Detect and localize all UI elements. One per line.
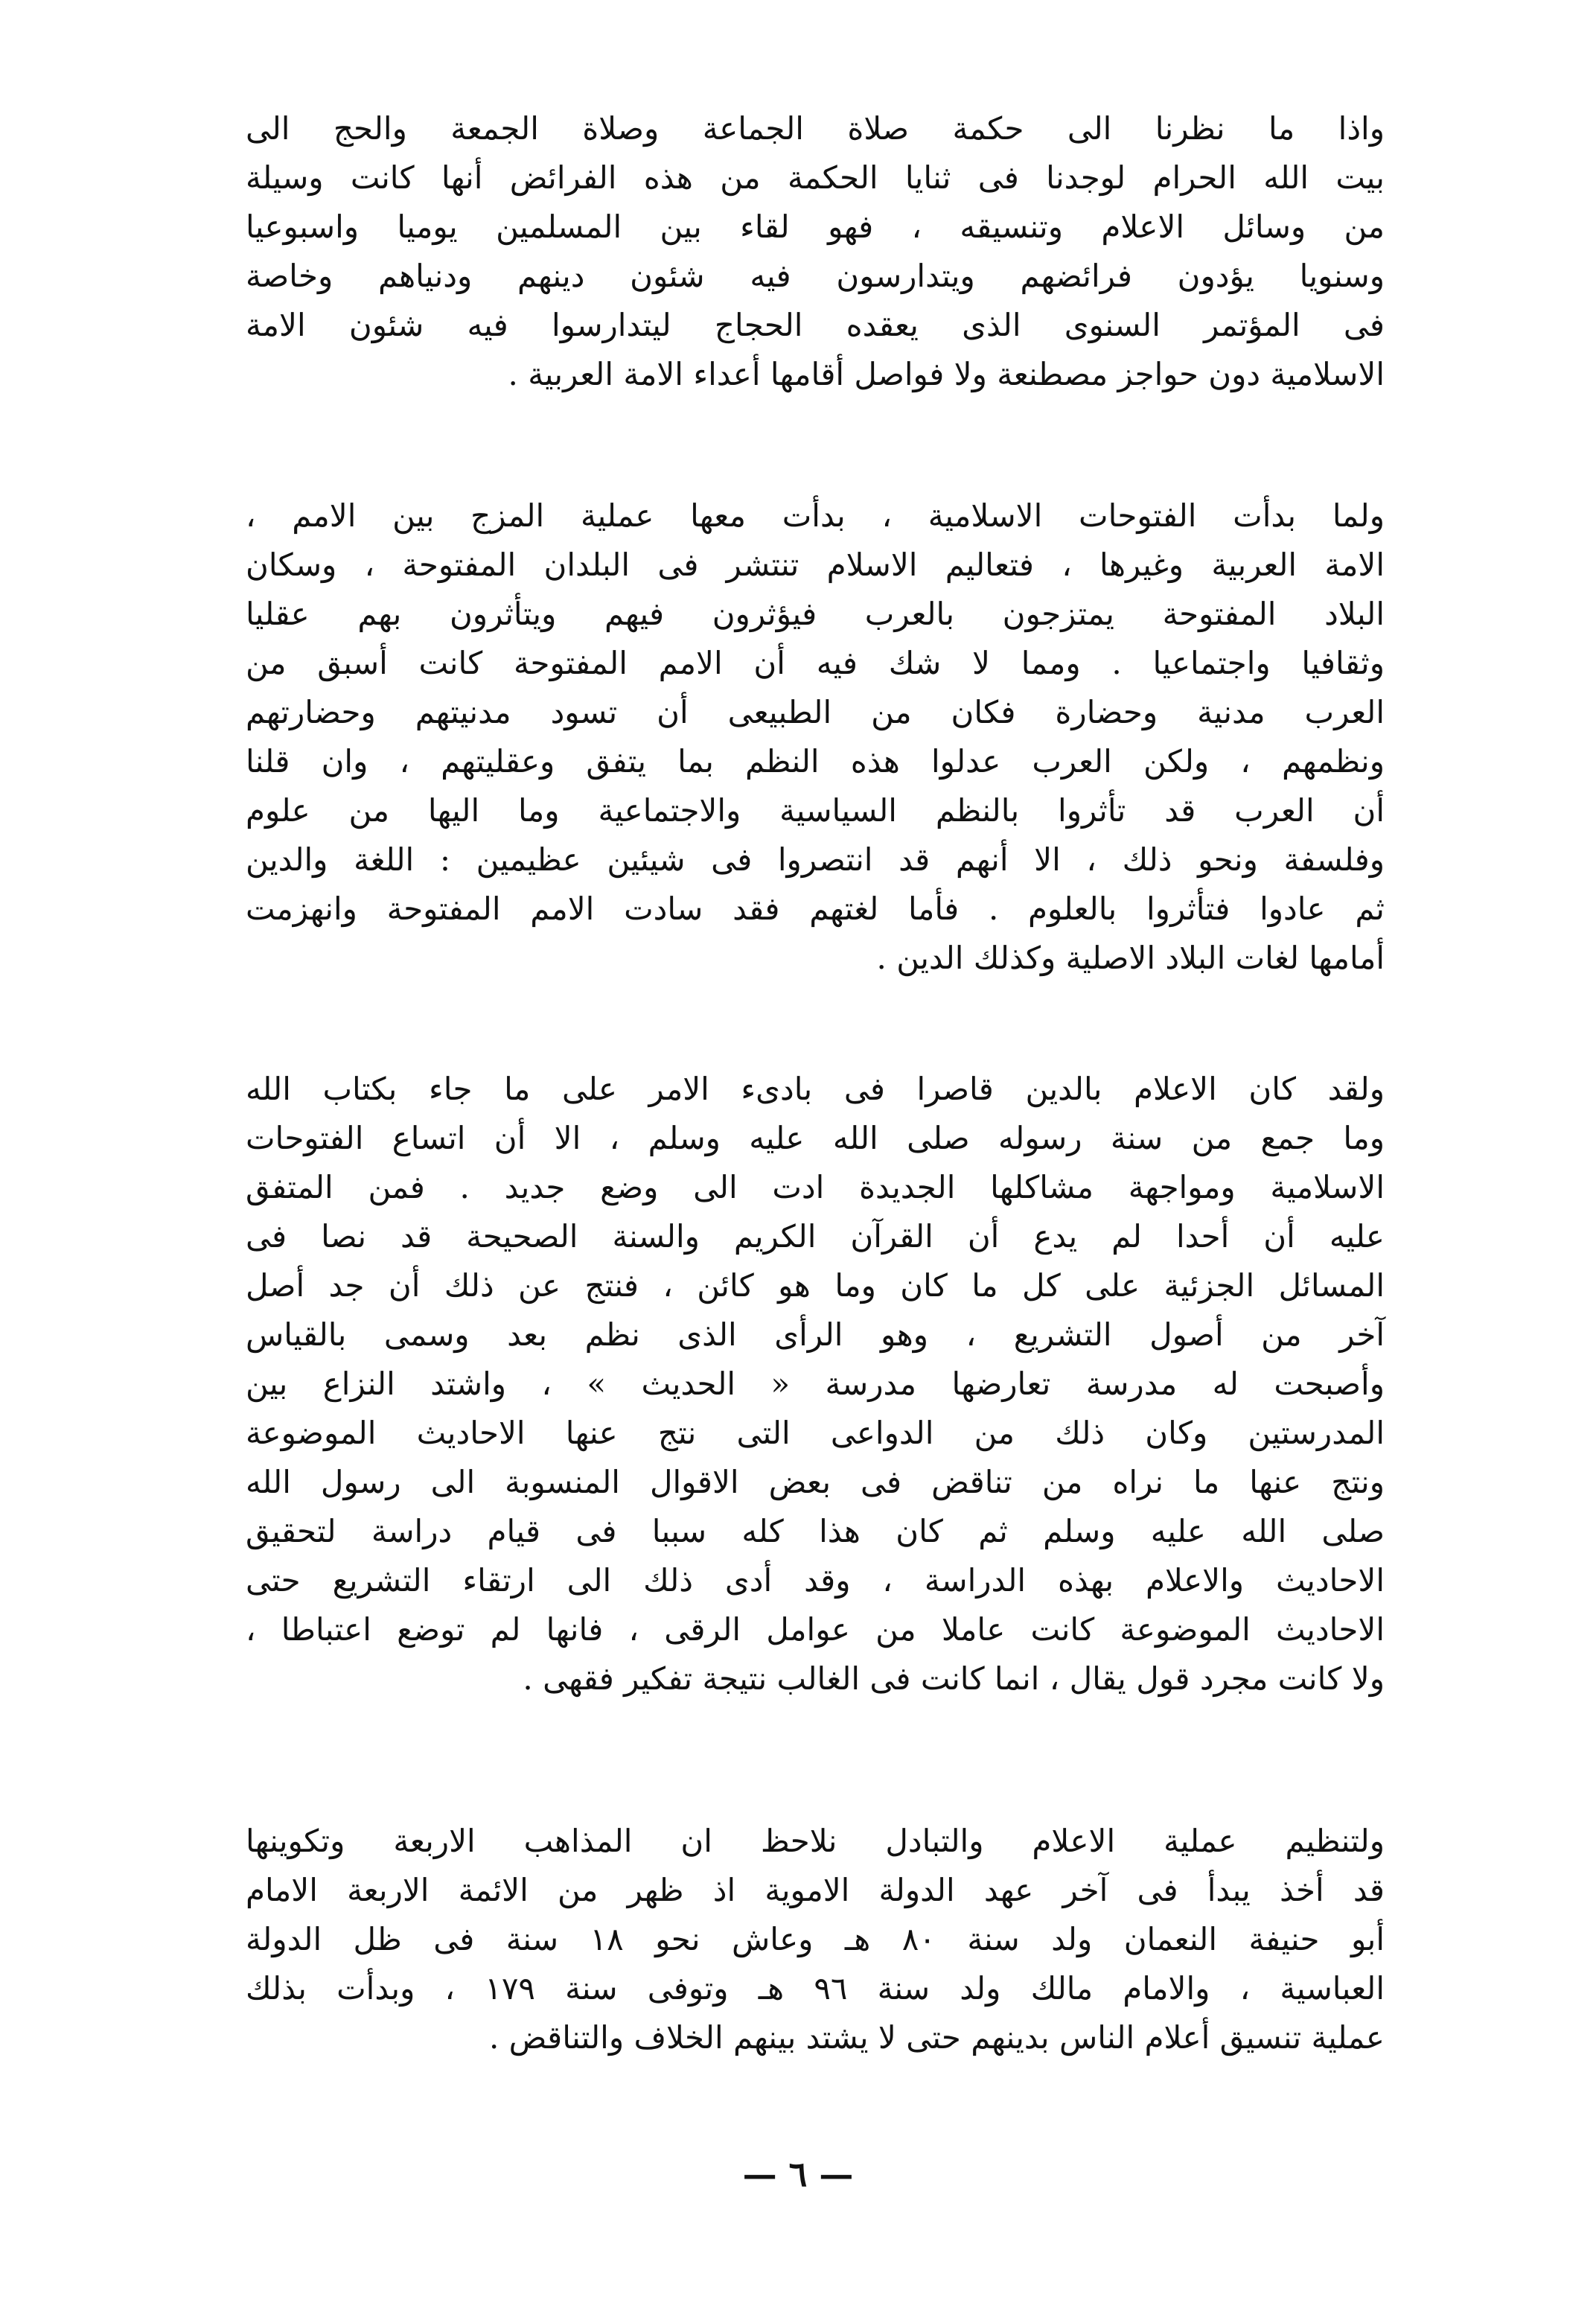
paragraph-4-line-4: العباسية ، والامام مالك ولد سنة ٩٦ هـ وتوفى سنة ١٧٩ ، وبدأت بذلك (246, 1970, 1385, 2007)
paragraph-2-line-1: ولما بدأت الفتوحات الاسلامية ، بدأت معها عملية المزج بين الامم ، (246, 497, 1385, 534)
paragraph-1-line-3: من وسائل الاعلام وتنسيقه ، فهو لقاء بين المسلمين يوميا واسبوعيا (246, 208, 1385, 245)
paragraph-2-line-3: البلاد المفتوحة يمتزجون بالعرب فيؤثرون فيهم ويتأثرون بهم عقليا (246, 596, 1385, 632)
paragraph-1-line-1: واذا ما نظرنا الى حكمة صلاة الجماعة وصلاة الجمعة والحج الى (246, 110, 1385, 147)
paragraph-3-line-11: الاحاديث والاعلام بهذه الدراسة ، وقد أدى ذلك الى ارتقاء التشريع حتى (246, 1562, 1385, 1599)
paragraph-1-line-2: بيت الله الحرام لوجدنا فى ثنايا الحكمة من هذه الفرائض أنها كانت وسيلة (246, 159, 1385, 196)
paragraph-3-line-3: الاسلامية ومواجهة مشاكلها الجديدة ادت الى وضع جديد . فمن المتفق (246, 1169, 1385, 1205)
paragraph-3-line-4: عليه أن أحدا لم يدع أن القرآن الكريم والسنة الصحيحة قد نصا فى (246, 1218, 1385, 1255)
paragraph-1-line-6: الاسلامية دون حواجز مصطنعة ولا فواصل أقامها أعداء الامة العربية . (508, 356, 1385, 392)
paragraph-3-line-13: ولا كانت مجرد قول يقال ، انما كانت فى الغالب نتيجة تفكير فقهى . (523, 1660, 1385, 1697)
paragraph-3-line-8: المدرستين وكان ذلك من الدواعى التى نتج عنها الاحاديث الموضوعة (246, 1415, 1385, 1451)
paragraph-3-line-12: الاحاديث الموضوعة كانت عاملا من عوامل الرقى ، فانها لم توضع اعتباطا ، (246, 1611, 1385, 1648)
paragraph-3-line-1: ولقد كان الاعلام بالدين قاصرا فى بادىء الامر على ما جاء بكتاب الله (246, 1071, 1385, 1107)
paragraph-2-line-10: أمامها لغات البلاد الاصلية وكذلك الدين . (876, 940, 1385, 976)
paragraph-1 (246, 104, 1385, 399)
paragraph-3-line-6: آخر من أصول التشريع ، وهو الرأى الذى نظم بعد وسمى بالقياس (246, 1316, 1385, 1353)
paragraph-2-line-9: ثم عادوا فتأثروا بالعلوم . فأما لغتهم فقد سادت الامم المفتوحة وانهزمت (246, 890, 1385, 927)
page-number: — ٦ — (742, 2154, 854, 2194)
paragraph-2-line-6: ونظمهم ، ولكن العرب عدلوا هذه النظم بما يتفق وعقليتهم ، وان قلنا (246, 743, 1385, 780)
paragraph-4-line-1: ولتنظيم عملية الاعلام والتبادل نلاحظ ان المذاهب الاربعة وتكوينها (246, 1823, 1385, 1859)
paragraph-4-line-3: أبو حنيفة النعمان ولد سنة ٨٠ هـ وعاش نحو ١٨ سنة فى ظل الدولة (246, 1921, 1385, 1957)
paragraph-3 (246, 1065, 1385, 1704)
paragraph-2-line-8: وفلسفة ونحو ذلك ، الا أنهم قد انتصروا فى شيئين عظيمين : اللغة والدين (246, 841, 1385, 878)
paragraph-1-line-5: فى المؤتمر السنوى الذى يعقده الحجاج ليتدارسوا فيه شئون الامة (246, 307, 1385, 343)
paragraph-2-line-7: أن العرب قد تأثروا بالنظم السياسية والاجتماعية وما اليها من علوم (246, 792, 1385, 829)
paragraph-4-line-2: قد أخذ يبدأ فى آخر عهد الدولة الاموية اذ ظهر من الائمة الاربعة الامام (246, 1872, 1385, 1908)
paragraph-3-line-5: المسائل الجزئية على كل ما كان وما هو كائن ، فنتج عن ذلك أن جد أصل (246, 1267, 1385, 1304)
paragraph-3-line-2: وما جمع من سنة رسوله صلى الله عليه وسلم ، الا أن اتساع الفتوحات (246, 1120, 1385, 1156)
paragraph-2 (246, 491, 1385, 983)
paragraph-3-line-7: وأصبحت له مدرسة تعارضها مدرسة « الحديث » ، واشتد النزاع بين (246, 1365, 1385, 1402)
paragraph-2-line-5: العرب مدنية وحضارة فكان من الطبيعى أن تسود مدنيتهم وحضارتهم (246, 694, 1385, 730)
paragraph-2-line-4: وثقافيا واجتماعيا . ومما لا شك فيه أن الامم المفتوحة كانت أسبق من (246, 645, 1385, 681)
paragraph-3-line-9: ونتج عنها ما نراه من تناقض فى بعض الاقوال المنسوبة الى رسول الله (246, 1464, 1385, 1500)
paragraph-1-line-4: وسنويا يؤدون فرائضهم ويتدارسون فيه شئون دينهم ودنياهم وخاصة (246, 258, 1385, 294)
paragraph-3-line-10: صلى الله عليه وسلم ثم كان هذا كله سببا فى قيام دراسة لتحقيق (246, 1513, 1385, 1549)
paragraph-4 (246, 1817, 1385, 2062)
paragraph-4-line-5: عملية تنسيق أعلام الناس بدينهم حتى لا يشتد بينهم الخلاف والتناقض . (488, 2019, 1385, 2056)
paragraph-2-line-2: الامة العربية وغيرها ، فتعاليم الاسلام تنتشر فى البلدان المفتوحة ، وسكان (246, 546, 1385, 583)
